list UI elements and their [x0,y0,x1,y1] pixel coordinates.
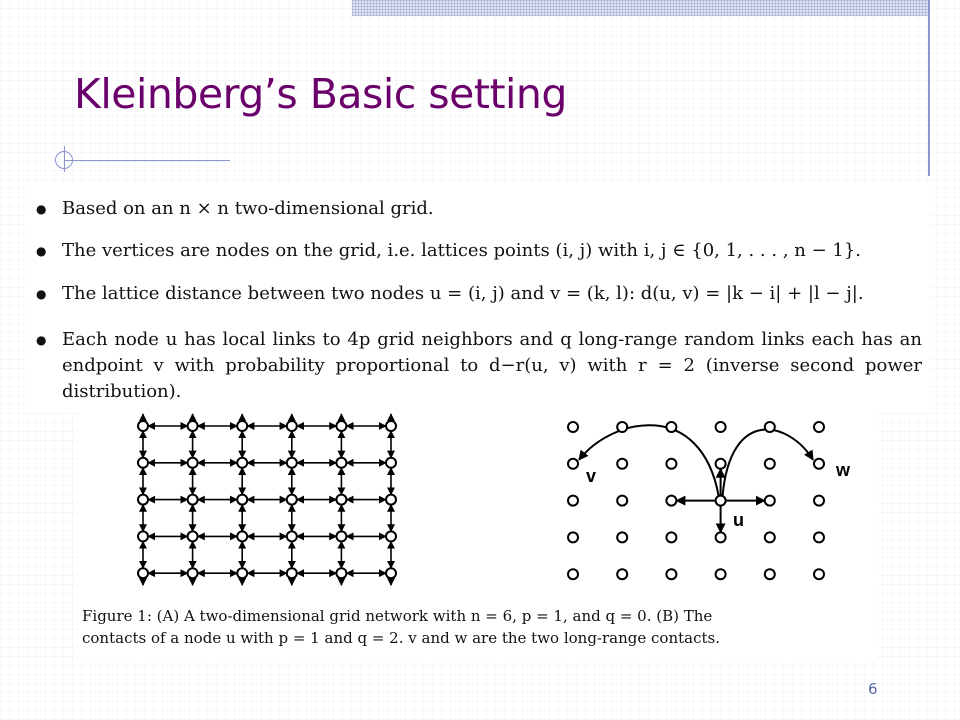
grid-a-node [386,495,396,505]
grid-a-node [287,568,297,578]
label-w: w [836,460,851,480]
label-v: v [586,466,597,486]
grid-b-node [617,532,627,542]
grid-b-node [765,459,775,469]
grid-b-node [666,569,676,579]
figure-caption [82,605,852,649]
grid-a-node [386,568,396,578]
grid-a-node [386,421,396,431]
grid-b-node [765,532,775,542]
bullet-dot-icon: ● [36,202,47,216]
grid-b-node [716,569,726,579]
grid-a-node [237,458,247,468]
grid-a-node [237,568,247,578]
bullet-text: The lattice distance between two nodes u = (i, j) and v = (k, l): d(u, v) = |k − i| + |l − j|. [62,283,864,304]
bullet-dot-icon: ● [36,244,47,258]
grid-a-node [188,458,198,468]
page-number: 6 [868,680,878,698]
grid-b-node [814,459,824,469]
grid-b-node [765,496,775,506]
grid-b-node [765,569,775,579]
label-u: u [733,510,744,530]
caption-line-1: Figure 1: (A) A two-dimensional grid network with n = 6, p = 1, and q = 0. (B) The [82,607,713,625]
grid-a-node [336,531,346,541]
grid-a-node [287,495,297,505]
grid-b-node [617,422,627,432]
grid-a-node [188,531,198,541]
grid-b-node [666,532,676,542]
grid-a-node [386,531,396,541]
grid-network-a [138,414,396,585]
grid-a-node [287,458,297,468]
grid-b-node [666,459,676,469]
grid-a-node [138,495,148,505]
grid-b-node [814,422,824,432]
grid-b-node [617,459,627,469]
grid-b-node [617,569,627,579]
grid-b-node [814,569,824,579]
grid-a-node [336,495,346,505]
bullet-dot-icon: ● [36,333,47,347]
grid-a-node [188,421,198,431]
caption-line-2: contacts of a node u with p = 1 and q = 2. v and w are the two long-range contacts. [82,629,720,647]
grid-a-node [188,495,198,505]
grid-b-node [716,532,726,542]
grid-b-node [814,496,824,506]
grid-b-node [568,532,578,542]
grid-b-node [568,459,578,469]
grid-a-node [336,458,346,468]
grid-a-node [138,458,148,468]
grid-b-node [568,496,578,506]
grid-b-node [666,422,676,432]
grid-b-node [666,496,676,506]
bullet-text: Each node u has local links to 4p grid neighbors and q long-range random links each has an endpoint v with probability proportional to d−r(u, v) with r = 2 (inverse second power distribution). [62,329,922,402]
bullet-dot-icon: ● [36,287,47,301]
grid-b-node [716,496,726,506]
grid-a-node [138,531,148,541]
grid-b-node [568,422,578,432]
bullet-text: The vertices are nodes on the grid, i.e. lattices points (i, j) with i, j ∈ {0, 1, . . . , n − 1}. [62,240,862,261]
grid-b-node [765,422,775,432]
grid-b-node [568,569,578,579]
grid-a-node [336,421,346,431]
grid-b-node [814,532,824,542]
grid-a-node [386,458,396,468]
grid-b-node [716,459,726,469]
grid-a-node [287,421,297,431]
grid-a-node [138,568,148,578]
grid-a-node [237,531,247,541]
grid-b-node [716,422,726,432]
grid-a-node [237,421,247,431]
bullet-text: Based on an n × n two-dimensional grid. [62,198,434,219]
grid-b-node [617,496,627,506]
grid-a-node [237,495,247,505]
grid-a-node [336,568,346,578]
grid-a-node [287,531,297,541]
grid-network-b [568,422,824,579]
long-range-link-v [579,425,719,495]
slide-title: Kleinberg’s Basic setting [74,70,567,118]
grid-a-node [188,568,198,578]
grid-a-node [138,421,148,431]
